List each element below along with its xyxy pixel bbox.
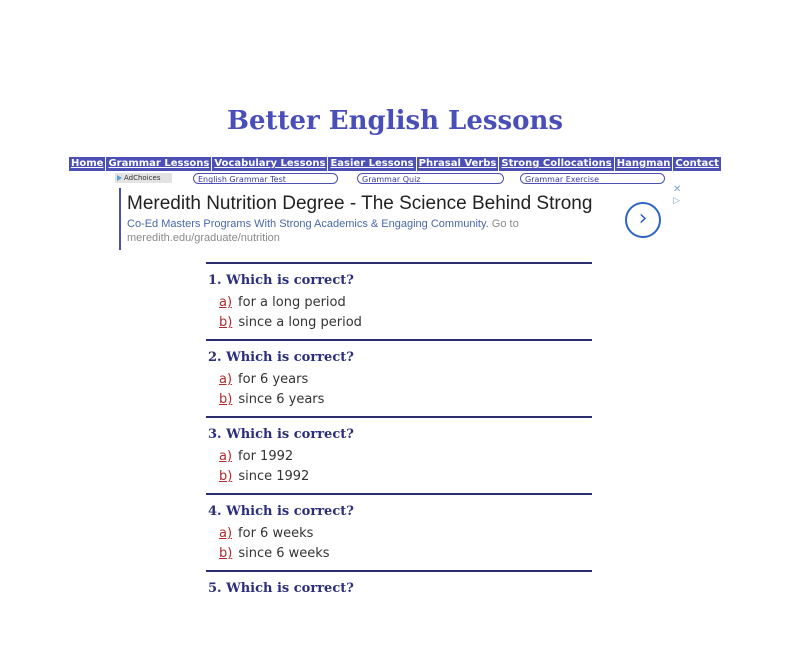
question-title: 3. Which is correct? <box>208 427 354 442</box>
ad-info-icon[interactable]: ▷ <box>673 196 680 206</box>
option-text: for 6 years <box>238 372 309 387</box>
ad-link-english-grammar-test[interactable]: English Grammar Test <box>193 173 338 184</box>
option-text: since 6 years <box>238 392 325 407</box>
option-b-link[interactable]: b) <box>219 469 233 484</box>
main-navigation <box>69 157 721 171</box>
text-advertisement[interactable] <box>119 184 687 250</box>
question-block <box>206 570 592 647</box>
adchoices-label: AdChoices <box>124 174 161 182</box>
nav-phrasal-verbs-link[interactable]: Phrasal Verbs <box>418 158 497 169</box>
ad-link-grammar-exercise[interactable]: Grammar Exercise <box>520 173 665 184</box>
nav-hangman-link[interactable]: Hangman <box>616 158 671 169</box>
question-block <box>206 262 592 339</box>
question-block <box>206 416 592 493</box>
nav-strong-collocations-link[interactable]: Strong Collocations <box>501 158 612 169</box>
answer-option <box>219 315 362 330</box>
ad-description-text: Co-Ed Masters Programs With Strong Academics & Engaging Community. <box>127 218 489 230</box>
nav-contact-link[interactable]: Contact <box>675 158 719 169</box>
nav-vocabulary-lessons-link[interactable]: Vocabulary Lessons <box>214 158 326 169</box>
ad-goto-text: Go to <box>491 218 519 230</box>
ad-description <box>127 217 547 245</box>
option-a-link[interactable]: a) <box>219 449 233 464</box>
answer-option <box>219 526 313 541</box>
quiz-list <box>206 262 592 647</box>
close-icon[interactable]: ✕ <box>673 184 682 195</box>
site-title: Better English Lessons <box>226 106 564 136</box>
adchoices-badge[interactable] <box>115 173 172 183</box>
option-text: since 1992 <box>238 469 310 484</box>
option-a-link[interactable]: a) <box>219 295 233 310</box>
question-title: 4. Which is correct? <box>208 504 354 519</box>
answer-option <box>219 295 346 310</box>
answer-option <box>219 392 324 407</box>
question-title: 5. Which is correct? <box>208 581 354 596</box>
adchoices-icon <box>117 175 122 181</box>
ad-link-grammar-quiz[interactable]: Grammar Quiz <box>357 173 504 184</box>
option-a-link[interactable]: a) <box>219 372 233 387</box>
option-text: for 1992 <box>238 449 294 464</box>
chevron-right-icon[interactable]: › <box>625 202 661 238</box>
answer-option <box>219 449 293 464</box>
ad-url[interactable]: meredith.edu/graduate/nutrition <box>127 232 280 244</box>
option-text: since 6 weeks <box>238 546 330 561</box>
nav-grammar-lessons-link[interactable]: Grammar Lessons <box>108 158 210 169</box>
option-b-link[interactable]: b) <box>219 546 233 561</box>
answer-option <box>219 372 308 387</box>
question-block <box>206 493 592 570</box>
nav-home-link[interactable]: Home <box>71 158 104 169</box>
option-text: for 6 weeks <box>238 526 314 541</box>
question-title: 2. Which is correct? <box>208 350 354 365</box>
option-text: for a long period <box>238 295 346 310</box>
question-block <box>206 339 592 416</box>
option-b-link[interactable]: b) <box>219 392 233 407</box>
question-title: 1. Which is correct? <box>208 273 354 288</box>
nav-easier-lessons-link[interactable]: Easier Lessons <box>330 158 414 169</box>
answer-option <box>219 546 330 561</box>
option-text: since a long period <box>238 315 362 330</box>
answer-option <box>219 469 309 484</box>
option-b-link[interactable]: b) <box>219 315 233 330</box>
option-a-link[interactable]: a) <box>219 526 233 541</box>
ad-headline[interactable]: Meredith Nutrition Degree - The Science Behind Strong <box>127 193 593 214</box>
